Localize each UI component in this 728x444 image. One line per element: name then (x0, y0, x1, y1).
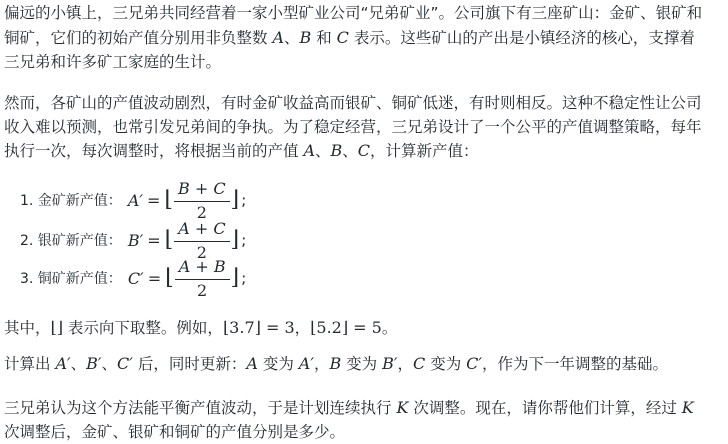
equals-sign: = (147, 268, 162, 288)
text: 、 (284, 29, 300, 47)
paragraph-4 (4, 353, 722, 375)
text: ，计算新产值： (370, 142, 479, 160)
formula-lhs: C′ (127, 268, 144, 288)
text: 执行一次，每次调整时，将根据当前的产值 (4, 142, 304, 160)
text: ， (294, 319, 311, 337)
text: 。 (381, 319, 398, 337)
paragraph-1-line-3 (4, 51, 722, 73)
paragraph-2-line-2 (4, 116, 722, 138)
math-var-a-prime: A′ (298, 354, 314, 373)
text: 计算出 (4, 355, 56, 373)
text: 三兄弟和许多矿工家庭的生计。 (4, 53, 222, 71)
text: 然而，各矿山的产值波动剧烈，有时金矿收益高而银矿、铜矿低迷，有时则相反。这种不稳定性让公司 (4, 94, 702, 112)
math-var-b: B (329, 354, 342, 373)
text: ，作为下一年调整的基础。 (482, 355, 669, 373)
math-var-c-prime: C′ (466, 354, 482, 373)
paragraph-1-line-1 (4, 2, 722, 24)
paragraph-3 (4, 317, 722, 339)
numerator: A + C (174, 217, 229, 242)
formula-lhs: B′ (127, 230, 144, 250)
text: 后，同时更新： (132, 355, 247, 373)
math-var-k: K (681, 398, 694, 417)
semicolon: ; (241, 269, 247, 287)
text: ， (397, 355, 414, 373)
text: 变为 (425, 355, 467, 373)
paragraph-5-line-1 (4, 397, 722, 419)
formula-copper (20, 250, 246, 306)
equals-sign: = (147, 230, 161, 250)
math-var-a-prime: A′ (55, 354, 71, 373)
math-var-c: C (357, 141, 371, 160)
floor-left: ⌊ (165, 265, 174, 290)
semicolon: ; (241, 191, 247, 209)
floor-symbol: ⌊⌋ (50, 318, 63, 337)
paragraph-2-line-3 (4, 140, 722, 162)
text: 次调整后，金矿、银矿和铜矿的产值分别是多少。 (4, 423, 346, 441)
text: 铜矿，它们的初始产值分别用非负整数 (4, 29, 273, 47)
paragraph-2-line-1 (4, 92, 722, 114)
numerator: B + C (174, 177, 230, 202)
text: 、 (342, 142, 358, 160)
text: 其中， (4, 319, 51, 337)
text: 变为 (341, 355, 383, 373)
floor-right: ⌋ (230, 187, 240, 212)
text: 、 (70, 355, 87, 373)
floor-left: ⌊ (164, 187, 173, 212)
math-var-c: C (336, 28, 349, 47)
text: 和 (311, 29, 337, 47)
math-var-b: B (299, 28, 312, 47)
math-var-b: B (330, 141, 343, 160)
numerator: A + B (175, 255, 230, 280)
floor-left: ⌊ (164, 227, 174, 252)
text: 变为 (257, 355, 299, 373)
formula-label: 2. 银矿新产值： (20, 233, 122, 249)
text: 次调整。现在，请你帮他们计算，经过 (408, 399, 682, 417)
text: 、 (101, 355, 118, 373)
text: 、 (315, 142, 331, 160)
paragraph-5-line-2 (4, 421, 722, 443)
paragraph-1-line-2 (4, 27, 722, 49)
formula-lhs: A′ (127, 190, 143, 210)
math-var-a: A (246, 354, 258, 373)
text: 三兄弟认为这个方法能平衡产值波动，于是计划连续执行 (4, 399, 397, 417)
denominator: 2 (197, 280, 208, 300)
denominator: 2 (196, 202, 207, 222)
floor-right: ⌋ (230, 227, 240, 252)
equals-sign: = (147, 190, 161, 210)
semicolon: ; (241, 231, 247, 249)
formula-label: 1. 金矿新产值： (20, 193, 122, 209)
math-var-c: C (413, 354, 426, 373)
text: 表示。这些矿山的产出是小镇经济的核心，支撑着 (348, 29, 695, 47)
math-var-a: A (303, 141, 315, 160)
math-var-k: K (396, 398, 409, 417)
denominator: 2 (196, 242, 207, 262)
example-1: ⌊3.7⌋ = 3 (222, 318, 295, 337)
formula-label: 3. 铜矿新产值： (20, 271, 122, 287)
math-var-a: A (272, 28, 284, 47)
text: 偏远的小镇上，三兄弟共同经营着一家小型矿业公司“兄弟矿业”。公司旗下有三座矿山：金矿、银矿和 (4, 4, 703, 22)
math-var-b-prime: B′ (86, 354, 102, 373)
text: 收入难以预测，也常引发兄弟间的争执。为了稳定经营，三兄弟设计了一个公平的产值调整策略，每年 (4, 118, 702, 136)
floor-right: ⌋ (230, 265, 240, 290)
example-2: ⌊5.2⌋ = 5 (310, 318, 382, 337)
math-var-c-prime: C′ (117, 354, 133, 373)
text: 表示向下取整。例如， (63, 319, 223, 337)
fraction (175, 255, 230, 302)
math-var-b-prime: B′ (382, 354, 398, 373)
text: ， (313, 355, 330, 373)
